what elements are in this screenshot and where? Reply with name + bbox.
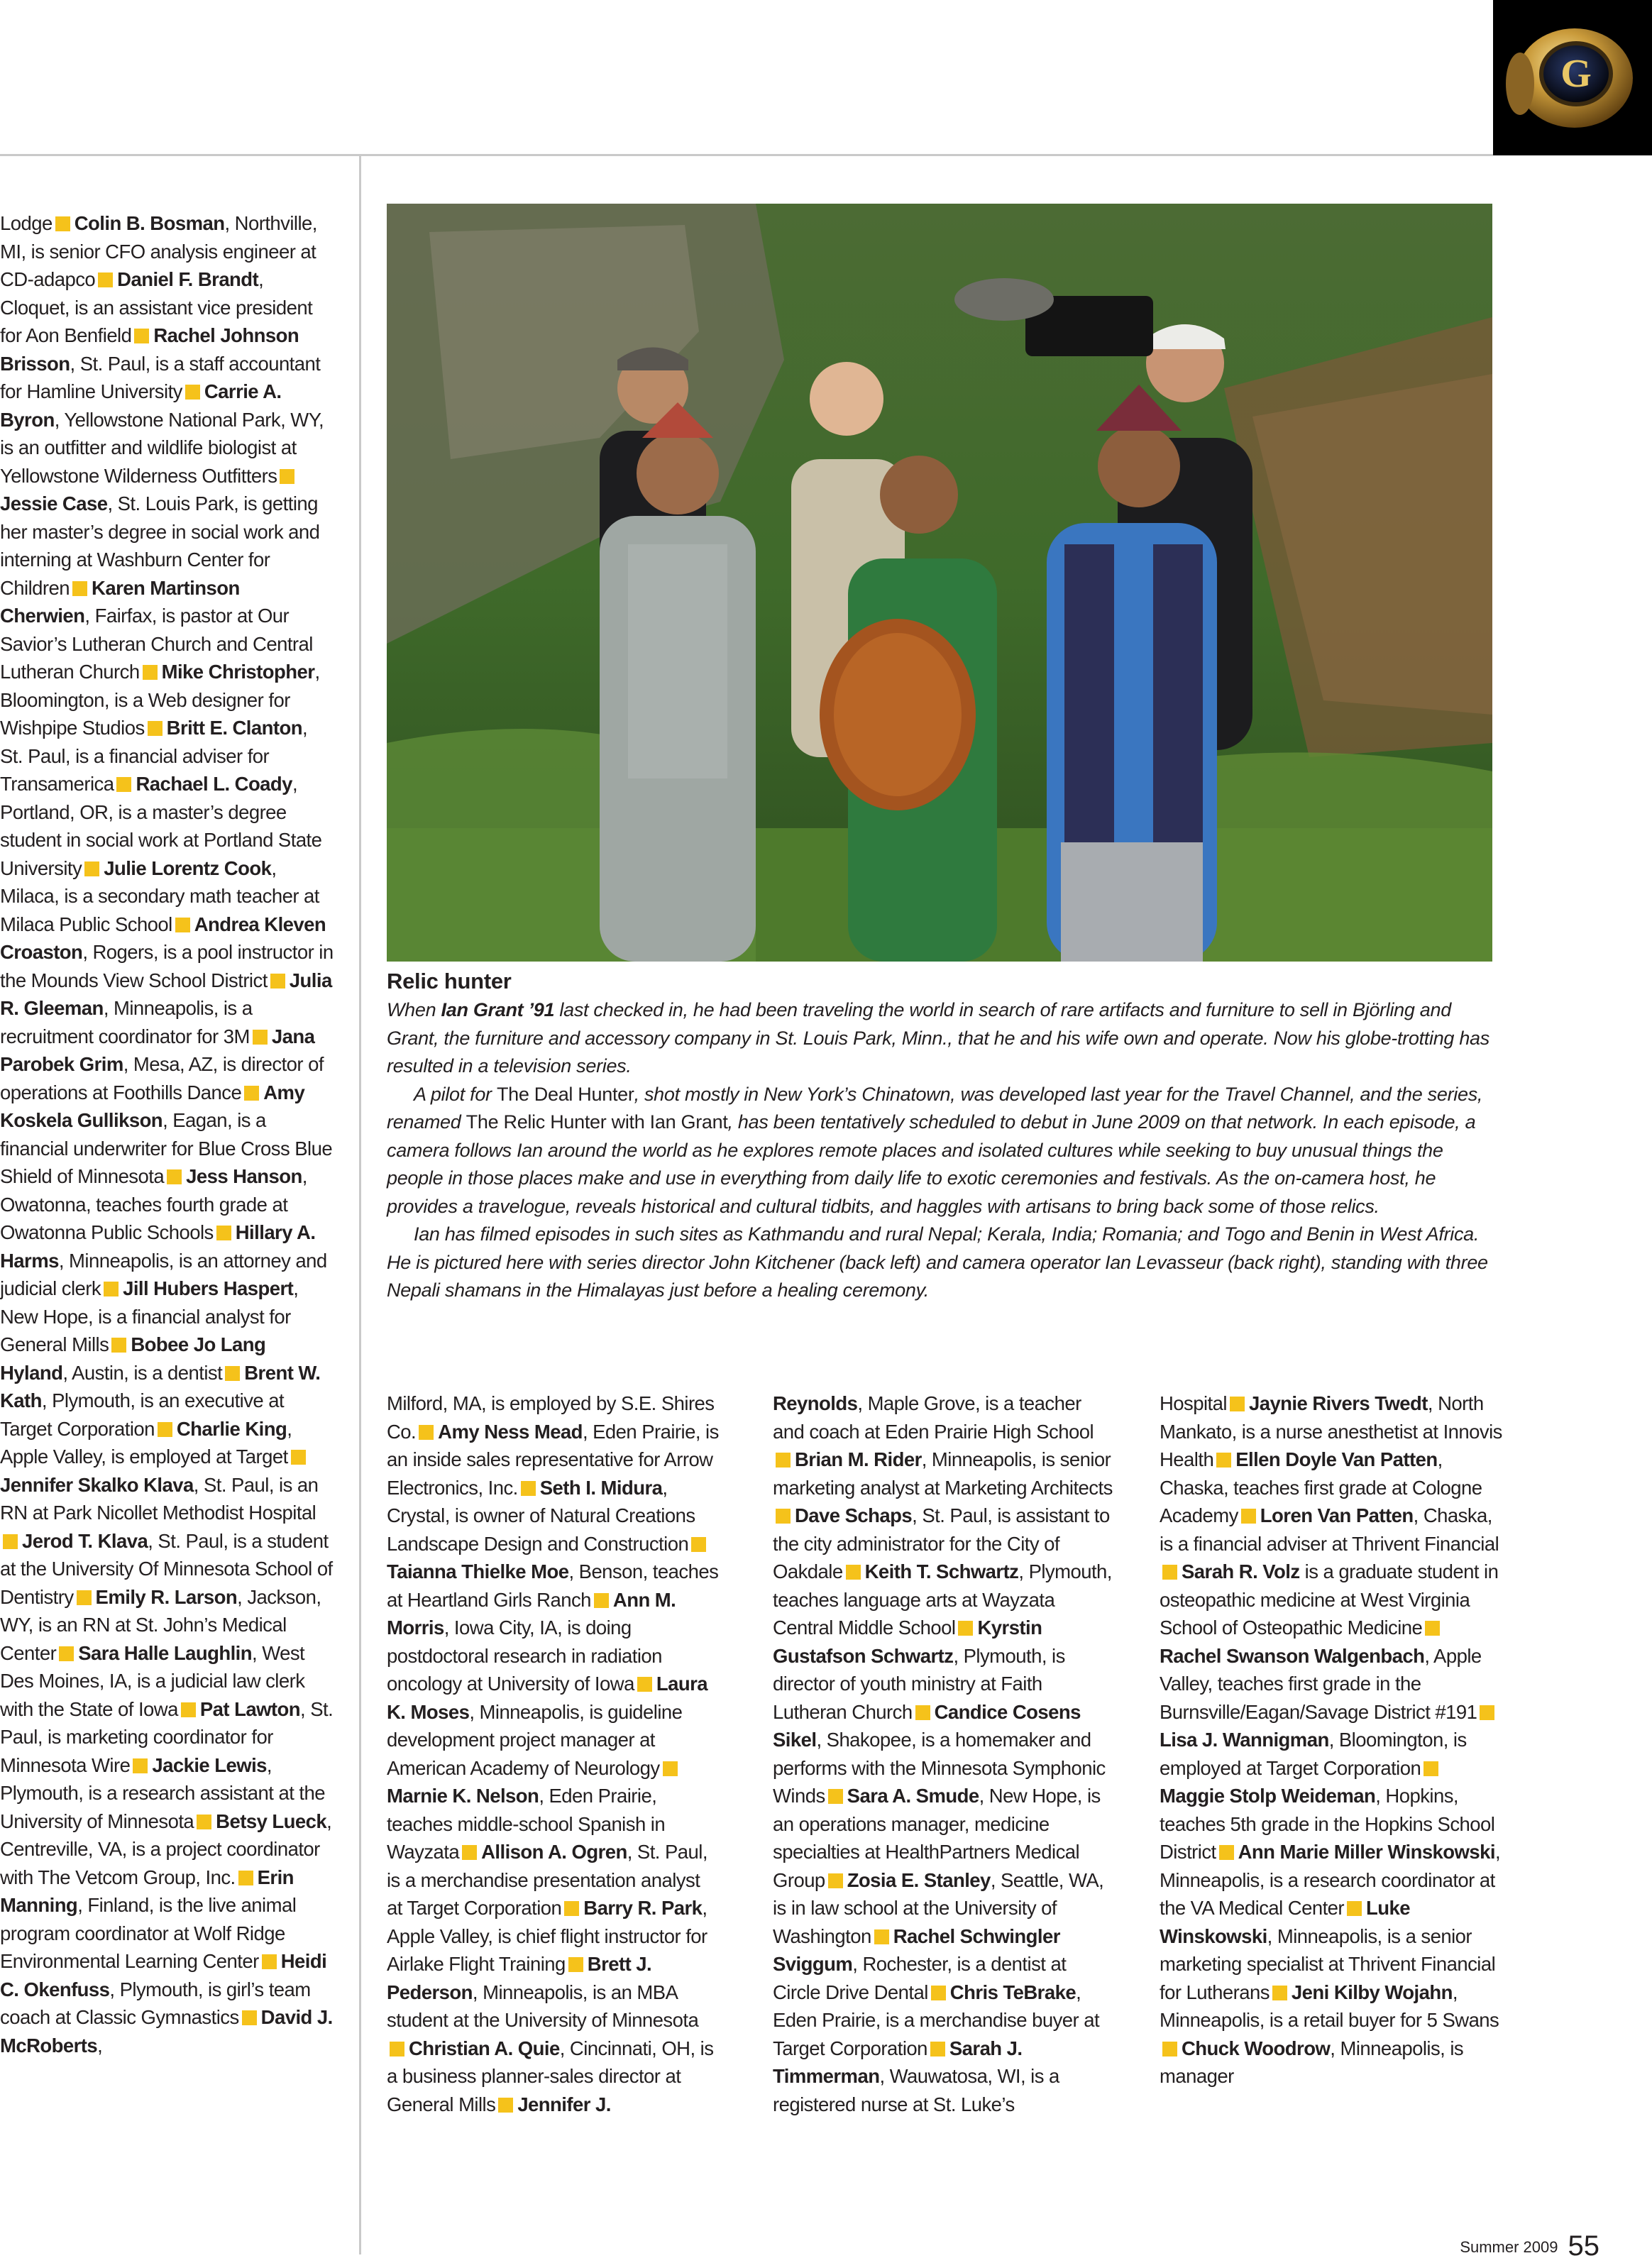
alumni-note-text: , Plymouth, is a research assistant at the University of Minnesota (0, 1753, 325, 1832)
entry-separator-square (691, 1537, 706, 1552)
alumni-note-text: , Cloquet, is an assistant vice president for Aon Benfield (0, 268, 313, 346)
entry-separator-square (291, 1450, 306, 1465)
header-rule (0, 154, 1493, 156)
alumni-note-text: , Centreville, VA, is a project coordinator with The Vetcom Group, Inc. (0, 1810, 332, 1888)
alumni-note-text: , Minneapolis, is a senior marketing specialist at Thrivent Financial for Lutherans (1160, 1925, 1496, 2003)
entry-separator-square (262, 1954, 277, 1969)
issue-label: Summer 2009 (1460, 2238, 1558, 2256)
entry-separator-square (874, 1929, 889, 1944)
alumni-note-text: , Minneapolis, is an attorney and judicial clerk (0, 1249, 327, 1299)
entry-separator-square (1241, 1509, 1256, 1524)
alumni-name: Bobee Jo Lang Hyland (0, 1333, 266, 1384)
entry-separator-square (197, 1815, 211, 1829)
alumni-name: Ann M. Morris (387, 1588, 676, 1639)
entry-separator-square (462, 1845, 477, 1860)
entry-separator-square (915, 1705, 930, 1720)
entry-separator-square (104, 1282, 119, 1296)
entry-separator-square (828, 1789, 843, 1804)
alumni-name: Amy Koskela Gullikson (0, 1081, 305, 1131)
entry-separator-square (134, 329, 149, 343)
alumni-note-text: , Finland, is the live animal program coordinator at Wolf Ridge Environmental Learning Center (0, 1894, 297, 1972)
entry-separator-square (776, 1509, 791, 1524)
page-number: 55 (1568, 2230, 1599, 2262)
entry-separator-square (564, 1901, 579, 1916)
alumni-name: Chris TeBrake (949, 1981, 1076, 2003)
entry-separator-square (930, 2042, 945, 2056)
column-divider (359, 154, 361, 2254)
alumni-note-text: , Apple Valley, is employed at Target (0, 1417, 292, 1468)
alumni-note-text: , Apple Valley, is chief flight instructor for Airlake Flight Training (387, 1897, 707, 1975)
alumni-name: Seth I. Midura (539, 1476, 663, 1499)
alumni-note-text: , Crystal, is owner of Natural Creations Landscape Design and Construction (387, 1476, 695, 1555)
alumni-note-text: , Maple Grove, is a teacher and coach at Eden Prairie High School (773, 1392, 1094, 1443)
entry-separator-square (253, 1030, 268, 1045)
entry-separator-square (1230, 1397, 1245, 1411)
alumni-note-text: , Minneapolis, is a retail buyer for 5 Swans (1160, 1981, 1499, 2031)
entry-separator-square (776, 1453, 791, 1468)
caption-paragraph-1 (387, 996, 1494, 1081)
alumni-name: Sara Halle Laughlin (78, 1641, 253, 1664)
entry-separator-square (111, 1338, 126, 1353)
entry-separator-square (167, 1169, 182, 1184)
alumni-note-text: , Fairfax, is pastor at Our Savior’s Lutheran Church and Central Lutheran Church (0, 605, 313, 683)
alumni-name: Chuck Woodrow (1182, 2037, 1331, 2059)
alumni-note-text: , Chaska, is a financial adviser at Thrivent Financial (1160, 1504, 1499, 1555)
alumni-note-text: , Mesa, AZ, is director of operations at Foothills Dance (0, 1053, 324, 1103)
entry-separator-square (1162, 2042, 1177, 2056)
caption-text: , shot mostly in New York’s Chinatown, was developed last year for the Travel Channel, and the series, renamed (387, 1083, 1483, 1133)
alumni-note-text: , Cincinnati, OH, is a business planner-sales director at General Mills (387, 2037, 714, 2115)
entry-separator-square (663, 1761, 678, 1776)
alumni-name: Betsy Lueck (216, 1810, 327, 1832)
alumni-note-text: , Minneapolis, is senior marketing analyst at Marketing Architects (773, 1448, 1113, 1499)
caption-text: , has been tentatively scheduled to debut in June 2009 on that network. In each episode, a camera follows Ian around the world as he explores remote places and isolated cultures while seeking to buy unusual things the people in those places make and use in everything from daily life to exotic ceremonies and festivals. As the on-camera host, he provides a travelogue, reveals historical and cultural tidbits, and haggles with artisans to bring back some of those relics. (387, 1111, 1476, 1217)
alumni-name: Rachael L. Coady (136, 773, 292, 795)
alumni-note-text: , North Mankato, is a nurse anesthetist at Innovis Health (1160, 1392, 1502, 1470)
entry-separator-square (419, 1425, 434, 1440)
entry-separator-square (568, 1957, 583, 1972)
alumni-name: Jill Hubers Haspert (123, 1277, 294, 1299)
alumni-name: Jackie Lewis (152, 1753, 267, 1776)
alumni-name: Amy Ness Mead (438, 1420, 583, 1443)
entry-separator-square (270, 974, 285, 989)
alumni-name: Jeni Kilby Wojahn (1291, 1981, 1453, 2003)
svg-text:G: G (1560, 52, 1592, 96)
alumni-name: Brent W. Kath (0, 1361, 321, 1411)
caption-text: last checked in, he had been traveling the world in search of rare artifacts and furniture to sell in Björling and Grant, the furniture and accessory company in St. Louis Park, Minn., that he and his wife own and operate. Now his globe-trotting has resulted in a television series. (387, 999, 1489, 1077)
photo-caption (387, 967, 1494, 1305)
entry-separator-square (521, 1481, 536, 1496)
alumni-note-text: , St. Paul, is marketing coordinator for Minnesota Wire (0, 1697, 334, 1776)
alumni-name: Pat Lawton (199, 1697, 301, 1720)
alumni-note-text: , Seattle, WA, is in law school at the University of Washington (773, 1868, 1104, 1947)
alumni-note-text: , St. Paul, is a financial adviser for Transamerica (0, 717, 308, 795)
alumni-name: Hillary A. Harms (0, 1221, 316, 1272)
caption-name: Ian Grant ’91 (441, 999, 555, 1020)
photo-relic-hunter (387, 204, 1492, 962)
alumni-note-text: , Rogers, is a pool instructor in the Mounds View School District (0, 941, 334, 991)
alumni-name: Brett J. Pederson (387, 1953, 652, 2003)
alumni-note-text: , Minneapolis, is a recruitment coordinator for 3M (0, 997, 253, 1047)
alumni-note-text: , St. Paul, is a student at the University Of Minnesota School of Dentistry (0, 1529, 333, 1608)
alumni-name: Jaynie Rivers Twedt (1248, 1392, 1428, 1414)
alumni-note-text: , Plymouth, teaches language arts at Wayzata Central Middle School (773, 1560, 1112, 1639)
alumni-note-text: , Northville, MI, is senior CFO analysis engineer at CD-adapco (0, 212, 317, 290)
alumni-name: Christian A. Quie (409, 2037, 560, 2059)
alumni-name: Ellen Doyle Van Patten (1235, 1448, 1438, 1470)
entry-separator-square (1424, 1761, 1438, 1776)
entry-separator-square (72, 581, 87, 596)
alumni-name: Jerod T. Klava (22, 1529, 148, 1552)
alumni-note-text: , Austin, is a dentist (62, 1361, 223, 1384)
show-title: The Deal Hunter (496, 1083, 634, 1105)
alumni-name: Laura K. Moses (387, 1673, 707, 1723)
alumni-note-text: , St. Paul, is assistant to the city administrator for the City of Oakdale (773, 1504, 1110, 1582)
alumni-note-text: , Eden Prairie, is a merchandise buyer at Target Corporation (773, 1981, 1100, 2059)
alumni-note-text: , Benson, teaches at Heartland Girls Ranch (387, 1560, 719, 1611)
alumni-note-text: , West Des Moines, IA, is a judicial law clerk with the State of Iowa (0, 1641, 305, 1720)
entry-separator-square (216, 1226, 231, 1240)
alumni-note-text: , Bloomington, is employed at Target Corporation (1160, 1729, 1467, 1779)
entry-separator-square (77, 1590, 92, 1605)
alumni-name: Barry R. Park (583, 1897, 703, 1919)
page-footer (1460, 2230, 1599, 2262)
alumni-name: Britt E. Clanton (166, 717, 302, 739)
alumni-name: Charlie King (176, 1417, 287, 1440)
alumni-note-text: , New Hope, is a financial analyst for General Mills (0, 1277, 299, 1355)
alumni-note-text: Lodge (0, 212, 53, 234)
entry-separator-square (59, 1646, 74, 1661)
entry-separator-square (133, 1758, 148, 1773)
entry-separator-square (390, 2042, 404, 2056)
alumni-name: Colin B. Bosman (74, 212, 225, 234)
entry-separator-square (637, 1677, 652, 1692)
class-notes-column-2 (387, 1389, 720, 2118)
caption-title: Relic hunter (387, 969, 512, 993)
alumni-note-text: , Minneapolis, is an MBA student at the University of Minnesota (387, 1981, 699, 2031)
alumni-name: Loren Van Patten (1260, 1504, 1414, 1526)
alumni-name: Jennifer Skalko Klava (0, 1473, 194, 1496)
alumni-note-text: , Apple Valley, teaches first grade in the Burnsville/Eagan/Savage District #191 (1160, 1644, 1482, 1723)
alumni-name: Maggie Stolp Weideman (1160, 1785, 1376, 1807)
alumni-note-text: , Eden Prairie, teaches middle-school Spanish in Wayzata (387, 1785, 666, 1863)
entry-separator-square (594, 1593, 609, 1608)
alumni-name: Allison A. Ogren (481, 1841, 627, 1863)
alumni-note-text: , Plymouth, is girl’s team coach at Classic Gymnastics (0, 1978, 311, 2028)
alumni-note-text: , Eagan, is a financial underwriter for Blue Cross Blue Shield of Minnesota (0, 1109, 333, 1187)
alumni-note-text: , Shakopee, is a homemaker and performs with the Minnesota Symphonic Winds (773, 1729, 1106, 1807)
caption-paragraph-2 (387, 1081, 1494, 1221)
alumni-name: Zosia E. Stanley (847, 1868, 991, 1891)
alumni-name: Rachel Johnson Brisson (0, 324, 299, 375)
entry-separator-square (238, 1871, 253, 1885)
entry-separator-square (175, 918, 190, 932)
alumni-note-text: , Iowa City, IA, is doing postdoctoral research in radiation oncology at University of Iowa (387, 1617, 662, 1695)
alumni-name: Jess Hanson (186, 1165, 302, 1187)
alumni-name: Mike Christopher (161, 661, 315, 683)
entry-separator-square (1425, 1621, 1440, 1636)
alumni-name: Julia R. Gleeman (0, 969, 332, 1019)
alumni-name: Dave Schaps (795, 1504, 913, 1526)
entry-separator-square (1162, 1565, 1177, 1580)
alumni-note-text: , Minneapolis, is guideline development project manager at American Academy of Neurology (387, 1700, 683, 1779)
alumni-note-text: , Yellowstone National Park, WY, is an outfitter and wildlife biologist at Yellowstone Wilderness Outfitters (0, 408, 324, 487)
alumni-name: Rachel Swanson Walgenbach (1160, 1644, 1425, 1667)
alumni-name: Sara A. Smude (847, 1785, 979, 1807)
alumni-note-text: , Plymouth, is director of youth ministry at Faith Lutheran Church (773, 1644, 1065, 1723)
alumni-name: Daniel F. Brandt (117, 268, 259, 290)
entry-separator-square (1347, 1901, 1362, 1916)
entry-separator-square (181, 1702, 196, 1717)
alumni-note-text: , Portland, OR, is a master’s degree student in social work at Portland State University (0, 773, 322, 879)
alumni-note-text: , Eden Prairie, is an inside sales representative for Arrow Electronics, Inc. (387, 1420, 719, 1499)
alumni-note-text: , Wauwatosa, WI, is a registered nurse at St. Luke’s (773, 2065, 1059, 2115)
alumni-name: Carrie A. Byron (0, 380, 282, 431)
entry-separator-square (958, 1621, 973, 1636)
caption-paragraph-3: Ian has filmed episodes in such sites as Kathmandu and rural Nepal; Kerala, India; Romania; and Togo and Benin in West Africa. He is pictured here with series director John Kitchener (back left) and camera operator Ian Levasseur (back right), standing with three Nepali shamans in the Himalayas just before a healing ceremony. (387, 1223, 1488, 1301)
alumni-note-text: , Owatonna, teaches fourth grade at Owatonna Public Schools (0, 1165, 307, 1243)
alumni-name: Candice Cosens Sikel (773, 1700, 1081, 1751)
alumni-note-text: is a graduate student in osteopathic medicine at West Virginia School of Osteopathic Medicine (1160, 1560, 1499, 1639)
alumni-name: Luke Winskowski (1160, 1897, 1411, 1947)
alumni-note-text: , Milaca, is a secondary math teacher at Milaca Public School (0, 857, 319, 935)
alumni-note-text: , Minneapolis, is a research coordinator at the VA Medical Center (1160, 1841, 1501, 1919)
entry-separator-square (244, 1086, 259, 1101)
entry-separator-square (280, 469, 294, 484)
alumni-note-text: , Hopkins, teaches 5th grade in the Hopkins School District (1160, 1785, 1495, 1863)
entry-separator-square (828, 1873, 843, 1888)
alumni-name: Ann Marie Miller Winskowski (1238, 1841, 1495, 1863)
alumni-note-text: , Jackson, WY, is an RN at St. John’s Medical Center (0, 1585, 321, 1664)
entry-separator-square (84, 861, 99, 876)
entry-separator-square (846, 1565, 861, 1580)
alumni-note-text: , Rochester, is a dentist at Circle Drive Dental (773, 1953, 1067, 2003)
entry-separator-square (1480, 1705, 1494, 1720)
alumni-name: Heidi C. Okenfuss (0, 1950, 327, 2000)
caption-text: When (387, 999, 441, 1020)
alumni-name: Keith T. Schwartz (864, 1560, 1019, 1582)
entry-separator-square (3, 1534, 18, 1549)
entry-separator-square (98, 272, 113, 287)
entry-separator-square (116, 777, 131, 792)
entry-separator-square (185, 385, 200, 400)
alumni-name: Karen Martinson Cherwien (0, 576, 240, 627)
alumni-name: Erin Manning (0, 1866, 294, 1916)
entry-separator-square (148, 721, 163, 736)
alumni-name: Reynolds (773, 1392, 858, 1414)
alumni-name: David J. McRoberts (0, 2006, 333, 2056)
class-notes-column-3 (773, 1389, 1113, 2118)
alumni-name: Jennifer J. (517, 2093, 611, 2115)
alumni-note-text: Hospital (1160, 1392, 1227, 1414)
alumni-name: Taianna Thielke Moe (387, 1560, 569, 1582)
entry-separator-square (143, 665, 158, 680)
entry-separator-square (931, 1986, 946, 2000)
alumni-note-text: , St. Paul, is a staff accountant for Hamline University (0, 352, 321, 402)
alumni-name: Kyrstin Gustafson Schwartz (773, 1617, 1042, 1667)
class-ring-icon (1493, 0, 1652, 155)
alumni-note-text: , St. Paul, is a merchandise presentation analyst at Target Corporation (387, 1841, 707, 1919)
class-notes-column-4 (1160, 1389, 1504, 2091)
alumni-note-text: , St. Louis Park, is getting her master’s degree in social work and interning at Washburn Center for Children (0, 492, 320, 599)
alumni-name: Andrea Kleven Croaston (0, 913, 326, 963)
alumni-note-text: , (97, 2034, 103, 2056)
alumni-name: Marnie K. Nelson (387, 1785, 539, 1807)
show-title: The Relic Hunter with Ian Grant (466, 1111, 728, 1133)
caption-text: A pilot for (414, 1083, 497, 1105)
alumni-name: Brian M. Rider (795, 1448, 922, 1470)
entry-separator-square (1272, 1986, 1287, 2000)
alumni-note-text: , Bloomington, is a Web designer for Wishpipe Studios (0, 661, 320, 739)
entry-separator-square (55, 216, 70, 231)
entry-separator-square (1216, 1453, 1231, 1468)
alumni-note-text: , New Hope, is an operations manager, medicine specialties at HealthPartners Medical Group (773, 1785, 1101, 1891)
alumni-name: Jessie Case (0, 492, 108, 514)
entry-separator-square (242, 2010, 257, 2025)
alumni-name: Jana Parobek Grim (0, 1025, 315, 1075)
entry-separator-square (158, 1422, 172, 1437)
entry-separator-square (498, 2098, 513, 2113)
alumni-name: Rachel Schwingler Sviggum (773, 1925, 1060, 1975)
alumni-name: Emily R. Larson (95, 1585, 238, 1608)
alumni-note-text: , Minneapolis, is manager (1160, 2037, 1464, 2087)
alumni-note-text: Milford, MA, is employed by S.E. Shires Co. (387, 1392, 715, 1443)
alumni-note-text: , Chaska, teaches first grade at Cologne Academy (1160, 1448, 1482, 1526)
alumni-note-text: , St. Paul, is an RN at Park Nicollet Methodist Hospital (0, 1473, 319, 1524)
alumni-name: Sarah R. Volz (1182, 1560, 1300, 1582)
alumni-name: Julie Lorentz Cook (104, 857, 272, 879)
entry-separator-square (225, 1366, 240, 1381)
entry-separator-square (1219, 1845, 1234, 1860)
alumni-name: Sarah J. Timmerman (773, 2037, 1023, 2087)
alumni-name: Lisa J. Wannigman (1160, 1729, 1329, 1751)
alumni-note-text: , Plymouth, is an executive at Target Corporation (0, 1389, 285, 1440)
class-notes-column-1 (0, 209, 334, 2059)
